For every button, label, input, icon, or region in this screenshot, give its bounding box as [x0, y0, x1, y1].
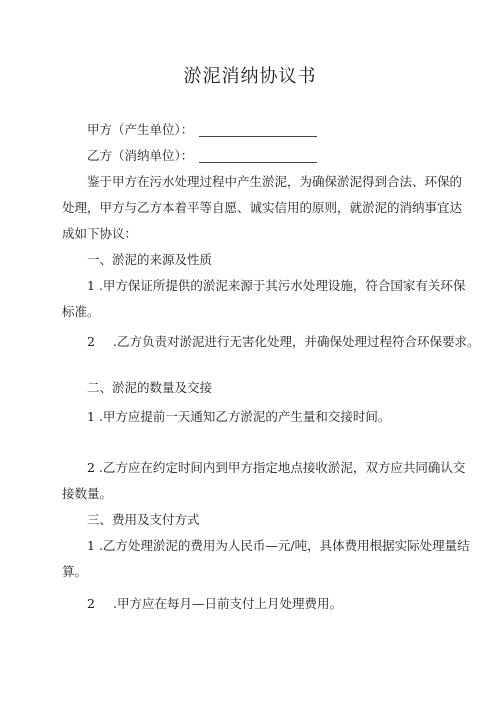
item-text: .甲方应提前一天通知乙方淤泥的产生量和交接时间。 [98, 409, 391, 424]
party-b-label: 乙方（消纳单位）： [87, 148, 194, 163]
item-number: 2 [87, 596, 95, 611]
item-text: .乙方应在约定时间内到甲方指定地点接收淤泥，双方应共同确认交 [98, 460, 466, 475]
item-number: 1 [87, 278, 95, 293]
item-text: .甲方保证所提供的淤泥来源于其污水处理设施，符合国家有关环保 [98, 278, 466, 293]
section-1-item-1-line-2: 标准。 [62, 304, 100, 319]
intro-line-1: 鉴于甲方在污水处理过程中产生淤泥，为确保淤泥得到合法、环保的 [87, 174, 463, 189]
item-text: .乙方处理淤泥的费用为人民币—元/吨，具体费用根据实际处理量结 [98, 538, 470, 553]
section-3-item-1-line-1 [87, 538, 470, 554]
section-1-item-1-line-1 [87, 278, 465, 294]
item-text: .乙方负责对淤泥进行无害化处理，并确保处理过程符合环保要求。 [113, 334, 480, 349]
section-2-item-2-line-2: 接数量。 [62, 486, 113, 501]
item-number: 2 [87, 334, 95, 349]
item-number: 2 [87, 460, 95, 475]
section-3-item-1-line-2: 算。 [62, 564, 88, 579]
document-title: 淤泥消纳协议书 [183, 66, 317, 87]
item-text: .甲方应在每月—日前支付上月处理费用。 [113, 596, 342, 611]
party-a-line [87, 122, 317, 138]
intro-line-2: 处理，甲方与乙方本着平等自愿、诚实信用的原则，就淤泥的消纳事宜达 [62, 200, 463, 215]
party-b-blank [199, 161, 317, 163]
item-number: 1 [87, 538, 95, 553]
section-1-heading: 一、淤泥的来源及性质 [87, 252, 213, 267]
section-2-item-1 [87, 409, 390, 425]
intro-line-3: 成如下协议： [62, 226, 138, 241]
section-2-heading: 二、淤泥的数量及交接 [87, 380, 213, 395]
party-a-blank [199, 135, 317, 137]
section-3-item-2 [87, 596, 342, 612]
party-b-line [87, 148, 317, 164]
section-3-heading: 三、费用及支付方式 [87, 512, 200, 527]
section-2-item-2-line-1 [87, 460, 465, 476]
item-number: 1 [87, 409, 95, 424]
section-1-item-2 [87, 334, 479, 350]
party-a-label: 甲方（产生单位）： [87, 122, 194, 137]
